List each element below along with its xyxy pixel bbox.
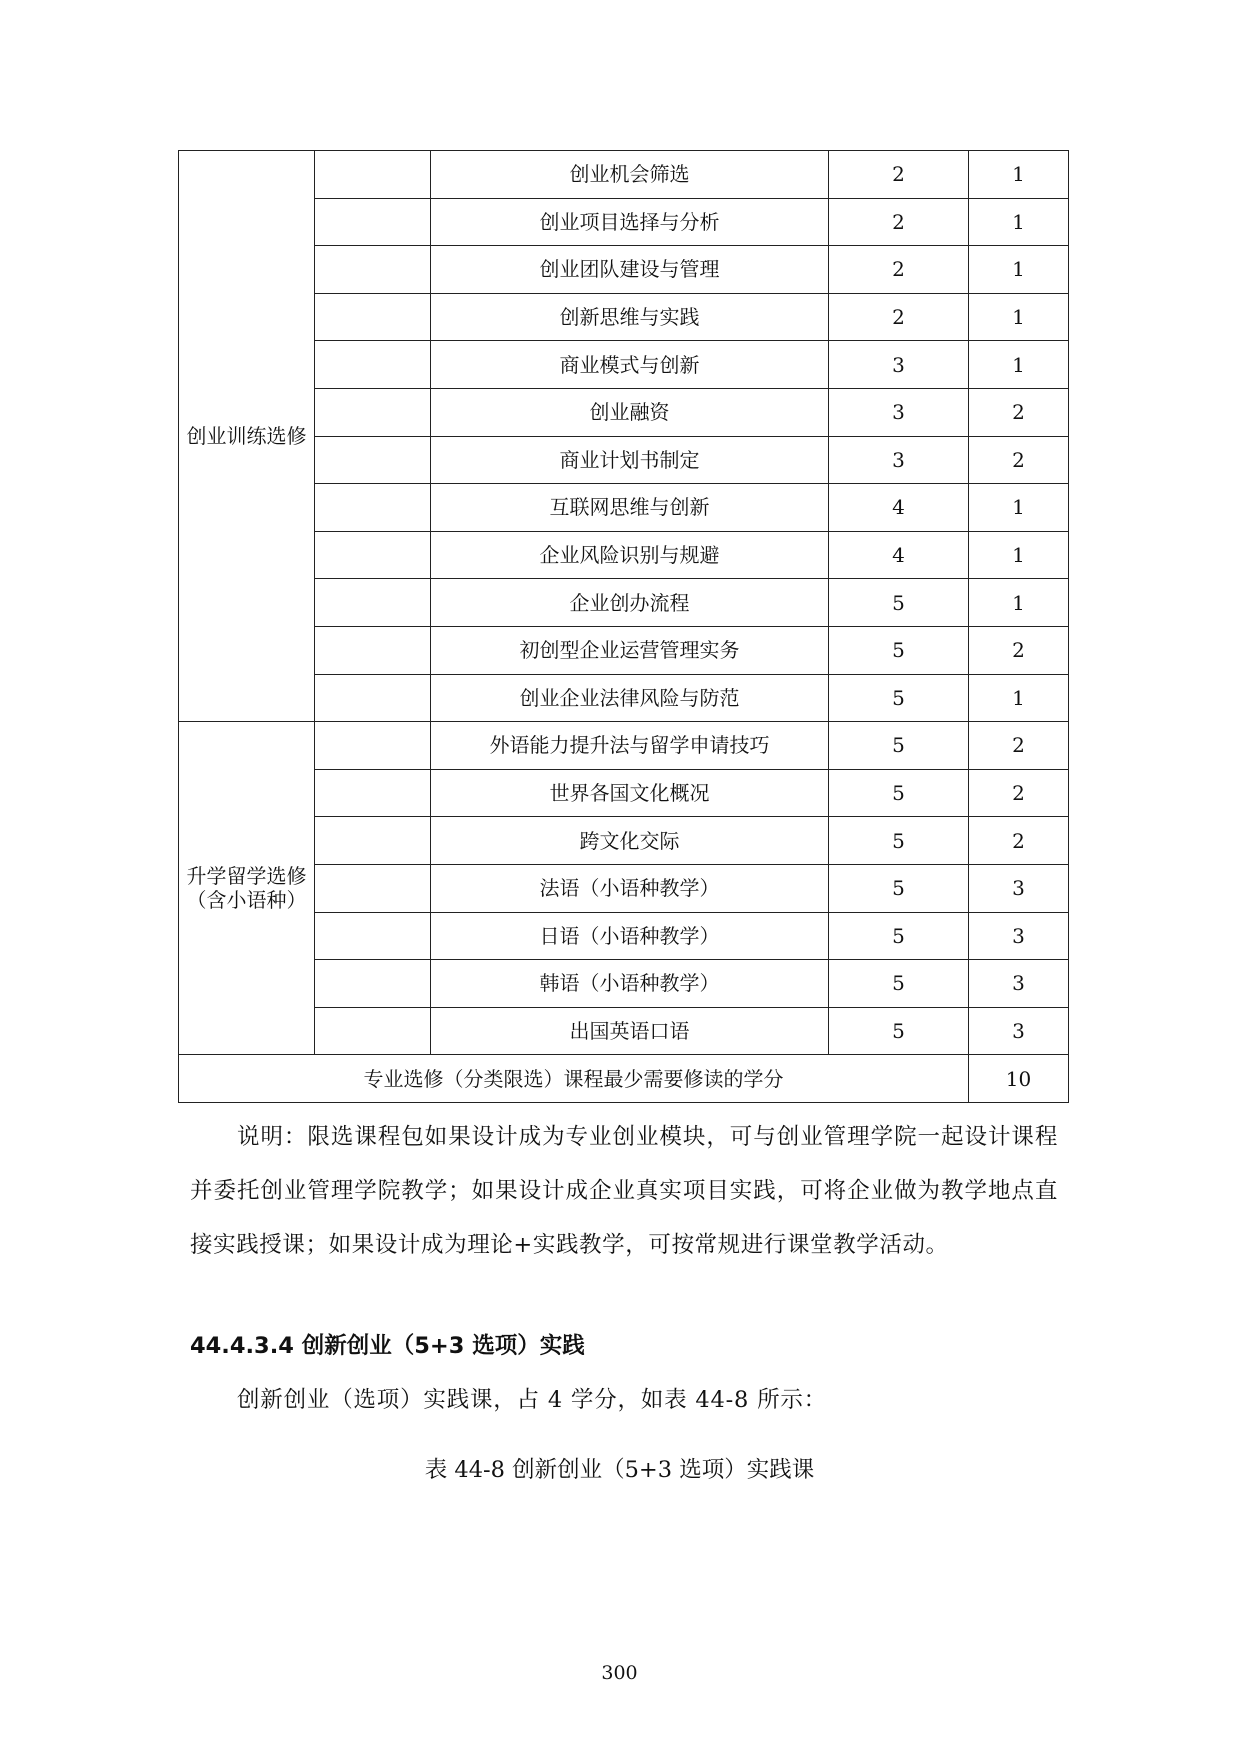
empty-cell	[315, 388, 431, 436]
credits-cell: 2	[969, 817, 1069, 865]
note-paragraph: 说明：限选课程包如果设计成为专业创业模块，可与创业管理学院一起设计课程并委托创业管理学院教学；如果设计成企业真实项目实践，可将企业做为教学地点直接实践授课；如果设计成为理论+实践教学，可按常规进行课堂教学活动。	[190, 1124, 1058, 1258]
empty-cell	[315, 674, 431, 722]
category-cell: 升学留学选修（含小语种）	[179, 722, 315, 1055]
credits-cell: 3	[969, 912, 1069, 960]
empty-cell	[315, 722, 431, 770]
summary-credits: 10	[969, 1055, 1069, 1103]
summary-row	[179, 1055, 1069, 1103]
semester-cell: 5	[829, 579, 969, 627]
course-name-cell: 日语（小语种教学）	[431, 912, 829, 960]
course-name-cell: 初创型企业运营管理实务	[431, 626, 829, 674]
semester-cell: 5	[829, 674, 969, 722]
semester-cell: 5	[829, 626, 969, 674]
semester-cell: 5	[829, 722, 969, 770]
table-row	[179, 722, 1069, 770]
empty-cell	[315, 769, 431, 817]
semester-cell: 2	[829, 151, 969, 199]
semester-cell: 2	[829, 293, 969, 341]
semester-cell: 2	[829, 246, 969, 294]
credits-cell: 3	[969, 864, 1069, 912]
empty-cell	[315, 198, 431, 246]
page-number: 300	[601, 1662, 638, 1684]
credits-cell: 1	[969, 293, 1069, 341]
credits-cell: 1	[969, 531, 1069, 579]
course-name-cell: 法语（小语种教学）	[431, 864, 829, 912]
course-name-cell: 跨文化交际	[431, 817, 829, 865]
semester-cell: 5	[829, 817, 969, 865]
semester-cell: 4	[829, 531, 969, 579]
credits-cell: 2	[969, 388, 1069, 436]
empty-cell	[315, 912, 431, 960]
course-name-cell: 出国英语口语	[431, 1007, 829, 1055]
empty-cell	[315, 531, 431, 579]
semester-cell: 3	[829, 436, 969, 484]
credits-cell: 1	[969, 151, 1069, 199]
credits-cell: 2	[969, 626, 1069, 674]
empty-cell	[315, 626, 431, 674]
intro-paragraph: 创新创业（选项）实践课，占 4 学分，如表 44-8 所示：	[237, 1387, 827, 1413]
semester-cell: 3	[829, 388, 969, 436]
category-cell: 创业训练选修	[179, 151, 315, 722]
empty-cell	[315, 341, 431, 389]
empty-cell	[315, 484, 431, 532]
semester-cell: 2	[829, 198, 969, 246]
course-name-cell: 韩语（小语种教学）	[431, 960, 829, 1008]
course-name-cell: 创业团队建设与管理	[431, 246, 829, 294]
empty-cell	[315, 1007, 431, 1055]
empty-cell	[315, 151, 431, 199]
credits-cell: 3	[969, 960, 1069, 1008]
empty-cell	[315, 293, 431, 341]
semester-cell: 4	[829, 484, 969, 532]
course-name-cell: 外语能力提升法与留学申请技巧	[431, 722, 829, 770]
credits-cell: 1	[969, 674, 1069, 722]
empty-cell	[315, 436, 431, 484]
credits-cell: 1	[969, 484, 1069, 532]
empty-cell	[315, 864, 431, 912]
table-row	[179, 151, 1069, 199]
credits-cell: 1	[969, 198, 1069, 246]
semester-cell: 5	[829, 912, 969, 960]
semester-cell: 3	[829, 341, 969, 389]
course-name-cell: 创新思维与实践	[431, 293, 829, 341]
course-name-cell: 创业机会筛选	[431, 151, 829, 199]
course-name-cell: 世界各国文化概况	[431, 769, 829, 817]
course-name-cell: 创业融资	[431, 388, 829, 436]
credits-cell: 1	[969, 579, 1069, 627]
course-name-cell: 创业项目选择与分析	[431, 198, 829, 246]
empty-cell	[315, 960, 431, 1008]
course-name-cell: 企业创办流程	[431, 579, 829, 627]
credits-cell: 1	[969, 246, 1069, 294]
course-name-cell: 商业计划书制定	[431, 436, 829, 484]
semester-cell: 5	[829, 769, 969, 817]
empty-cell	[315, 579, 431, 627]
course-name-cell: 商业模式与创新	[431, 341, 829, 389]
section-heading: 44.4.3.4 创新创业（5+3 选项）实践	[190, 1333, 585, 1359]
credits-cell: 2	[969, 722, 1069, 770]
semester-cell: 5	[829, 864, 969, 912]
credits-cell: 2	[969, 769, 1069, 817]
course-name-cell: 互联网思维与创新	[431, 484, 829, 532]
credits-cell: 1	[969, 341, 1069, 389]
table-caption: 表 44-8 创新创业（5+3 选项）实践课	[424, 1457, 815, 1483]
summary-label: 专业选修（分类限选）课程最少需要修读的学分	[179, 1055, 969, 1103]
elective-course-table	[178, 150, 1069, 1103]
empty-cell	[315, 246, 431, 294]
empty-cell	[315, 817, 431, 865]
semester-cell: 5	[829, 960, 969, 1008]
course-name-cell: 创业企业法律风险与防范	[431, 674, 829, 722]
semester-cell: 5	[829, 1007, 969, 1055]
credits-cell: 3	[969, 1007, 1069, 1055]
credits-cell: 2	[969, 436, 1069, 484]
course-name-cell: 企业风险识别与规避	[431, 531, 829, 579]
